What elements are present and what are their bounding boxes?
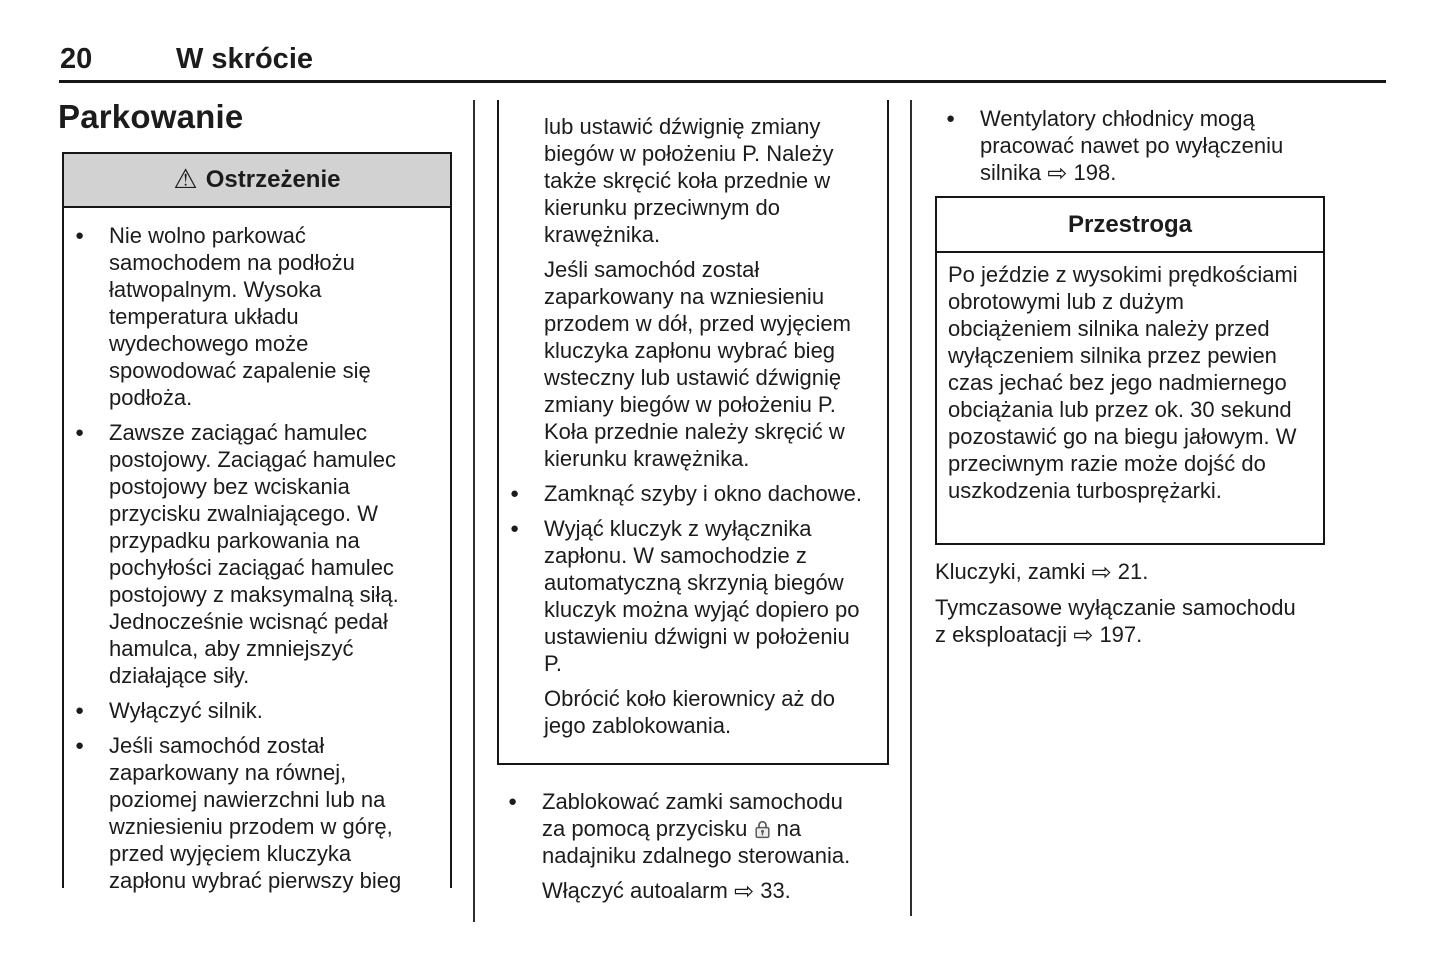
lock-item-text-after: na nadajniku zdalnego sterowania. bbox=[542, 816, 851, 868]
keys-locks-label: Kluczyki, zamki bbox=[935, 559, 1086, 584]
caution-box-title: Przestroga bbox=[1067, 210, 1193, 238]
list-item: ● Wyłączyć silnik. bbox=[64, 697, 450, 724]
list-item bbox=[935, 105, 1333, 186]
keys-locks-page-ref: 21. bbox=[1117, 559, 1149, 584]
paragraph: Obrócić koło kierownicy aż do jego zablokowania. bbox=[544, 686, 836, 738]
reference-arrow-icon: ⇨ bbox=[733, 877, 755, 905]
paragraph: Jeśli samochód został zaparkowany na wzniesieniu przodem w dół, przed wyjęciem kluczyka zapłonu wybrać bieg wsteczny lub ustawić dźwignię zmiany biegów w położeniu P. Koła przednie należy skręcić w kierunku krawężnika. bbox=[544, 257, 851, 471]
header-rule bbox=[59, 80, 1386, 83]
column3-top bbox=[935, 105, 1333, 194]
reference-arrow-icon: ⇨ bbox=[1073, 621, 1094, 649]
lock-item-text-before: Zablokować zamki samochodu za pomocą przycisku bbox=[542, 789, 843, 841]
autoalarm-page-ref: 33. bbox=[760, 878, 791, 903]
warning-triangle-icon: ⚠ bbox=[173, 163, 198, 195]
caution-box-body: Po jeździe z wysokimi prędkościami obrotowymi lub z dużym obciążeniem silnika należy przed wyłączeniem silnika przez pewien czas jechać bez jego nadmiernego obciążania lub przez ok. 30 sekund pozostawić go na biegu jałowym. W przeciwnym razie może dojść do uszkodzenia turbosprężarki. bbox=[948, 262, 1298, 503]
list-item: ● Nie wolno parkować samochodem na podłożu łatwopalnym. Wysoka temperatura układu wydechowego może spowodować zapalenie się podłoża. bbox=[64, 222, 450, 411]
warning-box-continuation bbox=[497, 100, 889, 765]
column-divider-1 bbox=[473, 100, 475, 922]
section-title: Parkowanie bbox=[58, 98, 244, 135]
list-item: ● Jeśli samochód został zaparkowany na równej, poziomej nawierzchni lub na wzniesieniu przodem w górę, przed wyjęciem kluczyka zapłonu wybrać pierwszy bieg bbox=[64, 732, 450, 894]
warning-box-body bbox=[62, 208, 452, 893]
list-item bbox=[497, 788, 870, 869]
decommission-label: Tymczasowe wyłączanie samochodu z eksploatacji bbox=[935, 595, 1296, 647]
caution-box-header bbox=[937, 198, 1323, 253]
reference-arrow-icon: ⇨ bbox=[1091, 558, 1112, 586]
list-item: ● Zawsze zaciągać hamulec postojowy. Zaciągać hamulec postojowy bez wciskania przycisku zwalniającego. W przypadku parkowania na pochyłości zaciągać hamulec postojowy z maksymalną siłą. Jednocześnie wcisnąć pedał hamulca, aby zmniejszyć działające siły. bbox=[64, 419, 450, 689]
page-number: 20 bbox=[60, 43, 93, 75]
chapter-title: W skrócie bbox=[176, 43, 313, 75]
warning-box bbox=[62, 152, 452, 893]
fan-item-text: Wentylatory chłodnicy mogą pracować nawet po wyłączeniu silnika bbox=[980, 106, 1284, 185]
warning-list bbox=[64, 222, 450, 894]
paragraph: lub ustawić dźwignię zmiany biegów w położeniu P. Należy także skręcić koła przednie w kierunku przeciwnym do krawężnika. bbox=[544, 114, 834, 247]
list-item: ● Zamknąć szyby i okno dachowe. bbox=[499, 480, 866, 507]
list-item: ● Wyjąć kluczyk z wyłącznika zapłonu. W samochodzie z automatyczną skrzynią biegów kluczyk można wyjąć dopiero po ustawieniu dźwigni w położeniu P. bbox=[499, 515, 866, 677]
reference-arrow-icon: ⇨ bbox=[1047, 159, 1068, 187]
reference-line bbox=[935, 558, 1315, 585]
reference-line bbox=[935, 594, 1303, 648]
fan-item-page-ref: 198. bbox=[1073, 160, 1117, 185]
warning-box-title: Ostrzeżenie bbox=[205, 166, 341, 193]
caution-box bbox=[935, 196, 1325, 545]
reference-line bbox=[497, 877, 870, 904]
decommission-page-ref: 197. bbox=[1099, 622, 1143, 647]
lock-icon bbox=[754, 816, 771, 841]
warning-box-header bbox=[62, 152, 452, 208]
autoalarm-label: Włączyć autoalarm bbox=[542, 878, 728, 903]
column-divider-2 bbox=[910, 100, 912, 916]
column2-after-box bbox=[497, 788, 893, 912]
